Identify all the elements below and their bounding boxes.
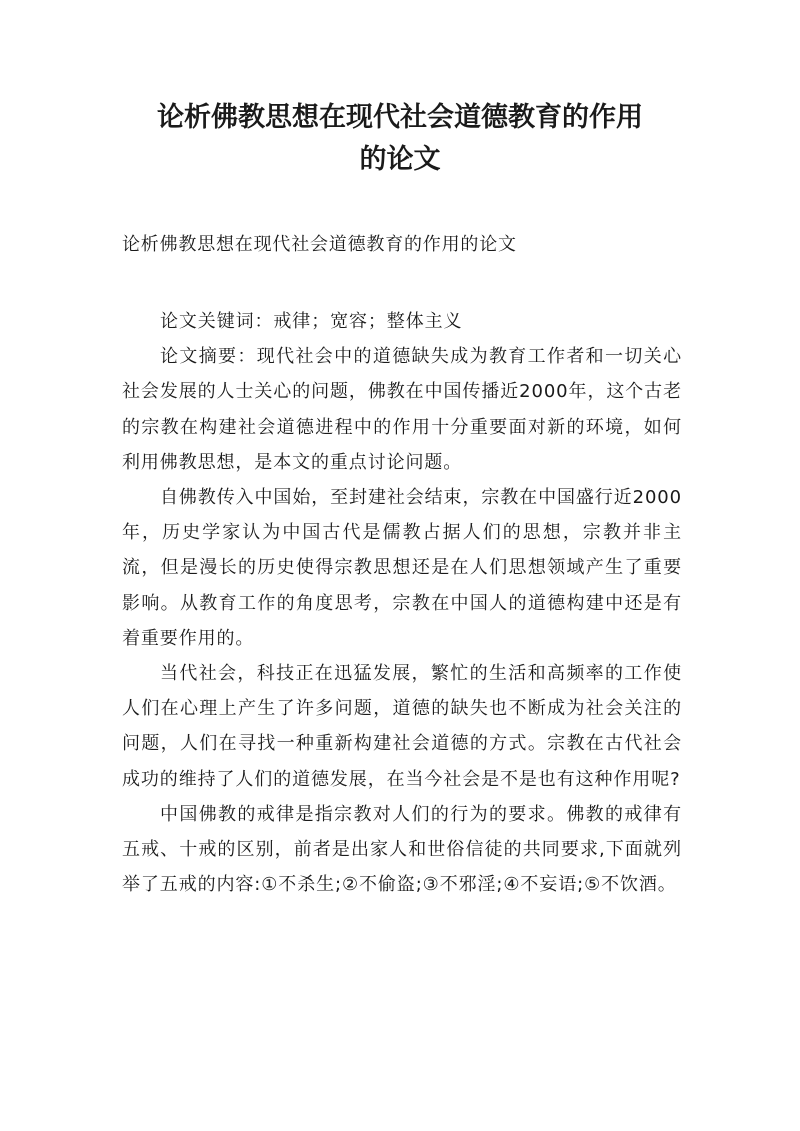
title-line-2: 的论文 [359,144,441,175]
abstract-paragraph: 论文摘要：现代社会中的道德缺失成为教育工作者和一切关心社会发展的人士关心的问题，佛教在中国传播近2000年，这个古老的宗教在构建社会道德进程中的作用十分重要面对新的环境，如何利用佛教思想，是本文的重点讨论问题。 [122,346,682,473]
body-paragraph: 中国佛教的戒律是指宗教对人们的行为的要求。佛教的戒律有五戒、十戒的区别，前者是出家人和世俗信徒的共同要求,下面就列举了五戒的内容:①不杀生;②不偷盗;③不邪淫;④不妄语;⑤不饮酒。 [122,803,682,896]
page-title [100,97,700,181]
body-paragraph: 自佛教传入中国始，至封建社会结束，宗教在中国盛行近2000年，历史学家认为中国古代是儒教占据人们的思想，宗教并非主流，但是漫长的历史使得宗教思想还是在人们思想领域产生了重要影响。从教育工作的角度思考，宗教在中国人的道德构建中还是有着重要作用的。 [122,487,682,649]
title-line-1: 论析佛教思想在现代社会道德教育的作用 [157,102,643,133]
document-body [122,304,682,902]
body-paragraph: 当代社会，科技正在迅猛发展，繁忙的生活和高频率的工作使人们在心理上产生了许多问题，道德的缺失也不断成为社会关注的问题，人们在寻找一种重新构建社会道德的方式。宗教在古代社会成功的维持了人们的道德发展，在当今社会是不是也有这种作用呢? [122,663,682,790]
document-subtitle: 论析佛教思想在现代社会道德教育的作用的论文 [122,234,517,255]
keywords-paragraph: 论文关键词：戒律；宽容；整体主义 [160,311,463,332]
